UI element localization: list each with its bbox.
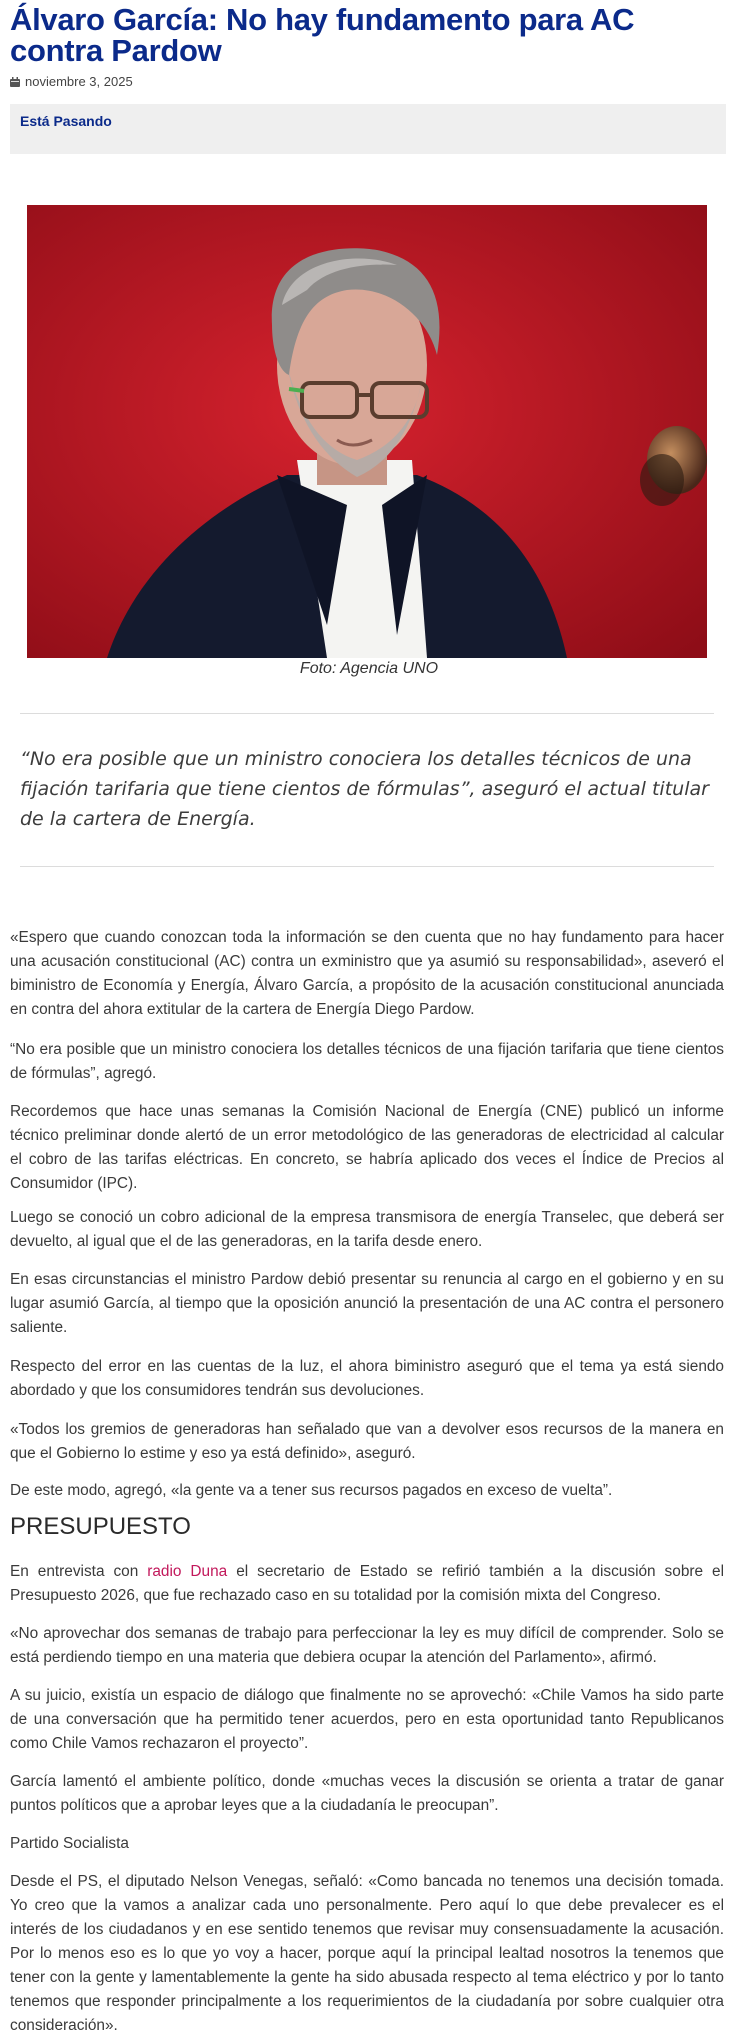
- article-paragraph: “No era posible que un ministro conociera los detalles técnicos de una fijación tarifaria que tiene cientos de fórmulas”, agregó.: [10, 1041, 724, 1082]
- article-date: noviembre 3, 2025: [25, 74, 133, 89]
- portrait-illustration: [27, 205, 707, 658]
- article-photo: [27, 205, 707, 658]
- article-paragraph: En esas circunstancias el ministro Pardow debió presentar su renuncia al cargo en el gobierno y en su lugar asumió García, al tiempo que la oposición anunció la presentación de una AC contra el personero saliente.: [10, 1271, 724, 1336]
- article-paragraph: «Espero que cuando conozcan toda la información se den cuenta que no hay fundamento para hacer una acusación constitucional (AC) contra un exministro que ya asumió su responsabilidad», aseveró el biministro de Economía y Energía, Álvaro García, a propósito de la acusación constitucional anunciada en contra del ahora extitular de la cartera de Energía Diego Pardow.: [10, 929, 724, 1018]
- article-title: Álvaro García: No hay fundamento para AC contra Pardow: [10, 2, 635, 68]
- article-paragraph: «Todos los gremios de generadoras han señalado que van a devolver esos recursos de la manera en que el Gobierno lo estime y eso ya está definido», aseguró.: [10, 1421, 724, 1462]
- section-intro-paragraph: [10, 1560, 724, 1608]
- trending-label[interactable]: Está Pasando: [20, 113, 112, 129]
- article-paragraph: García lamentó el ambiente político, donde «muchas veces la discusión se orienta a tratar de ganar puntos políticos que a aprobar leyes que a la ciudadanía le preocupan”.: [10, 1773, 724, 1814]
- radio-duna-link[interactable]: radio Duna: [147, 1563, 228, 1580]
- article-paragraph: De este modo, agregó, «la gente va a tener sus recursos pagados en exceso de vuelta”.: [10, 1482, 613, 1499]
- intro-text-after: el secretario de Estado se refirió también a la discusión sobre el Presupuesto 2026, que fue rechazado caso en su totalidad por la comisión mixta del Congreso.: [10, 1563, 724, 1604]
- article-date-row: [10, 74, 133, 89]
- section-heading: PRESUPUESTO: [10, 1513, 191, 1540]
- trending-box: [10, 104, 726, 154]
- calendar-icon: [10, 77, 20, 87]
- subsection-label: Partido Socialista: [10, 1835, 129, 1852]
- photo-caption: Foto: Agencia UNO: [299, 660, 439, 677]
- article-paragraph: Recordemos que hace unas semanas la Comisión Nacional de Energía (CNE) publicó un informe técnico preliminar donde alertó de un error metodológico de las generadoras de electricidad al calcular el cobro de las tarifas eléctricas. En concreto, se habría aplicado dos veces el Índice de Precios al Consumidor (IPC).: [10, 1103, 724, 1192]
- intro-text-before: En entrevista con: [10, 1563, 148, 1580]
- article-paragraph: Desde el PS, el diputado Nelson Venegas, señaló: «Como bancada no tenemos una decisión tomada. Yo creo que la vamos a analizar cada uno personalmente. Pero aquí lo que debe prevalecer es el interés de los ciudadanos y en ese sentido tenemos que revisar muy consensuadamente la acusación. Por lo menos eso es lo que yo voy a hacer, porque aquí la principal lealtad nosotros la tenemos que tener con la gente y lamentablemente la gente ha sido abusada respecto al tema eléctrico y por lo tanto tenemos que responder principalmente a los requerimientos de la ciudadanía por sobre cualquier otra consideración».: [10, 1873, 724, 2034]
- article-paragraph: Luego se conoció un cobro adicional de la empresa transmisora de energía Transelec, que deberá ser devuelto, al igual que el de las generadoras, en la tarifa desde enero.: [10, 1209, 724, 1250]
- quote-bottom-divider: [20, 866, 714, 867]
- article-paragraph: A su juicio, existía un espacio de diálogo que finalmente no se aprovechó: «Chile Vamos ha sido parte de una conversación que ha permitido tener acuerdos, pero en esta oportunidad tanto Republicanos como Chile Vamos rechazaron el proyecto”.: [10, 1687, 724, 1752]
- article-paragraph: «No aprovechar dos semanas de trabajo para perfeccionar la ley es muy difícil de comprender. Solo se está perdiendo tiempo en una materia que debiera ocupar la atención del Parlamento», afirmó.: [10, 1625, 724, 1666]
- pull-quote: “No era posible que un ministro conociera los detalles técnicos de una fijación tarifaria que tiene cientos de fórmulas”, aseguró el actual titular de la cartera de Energía.: [20, 748, 709, 830]
- quote-top-divider: [20, 713, 714, 714]
- article-paragraph: Respecto del error en las cuentas de la luz, el ahora biministro aseguró que el tema ya está siendo abordado y que los consumidores tendrán sus devoluciones.: [10, 1358, 724, 1399]
